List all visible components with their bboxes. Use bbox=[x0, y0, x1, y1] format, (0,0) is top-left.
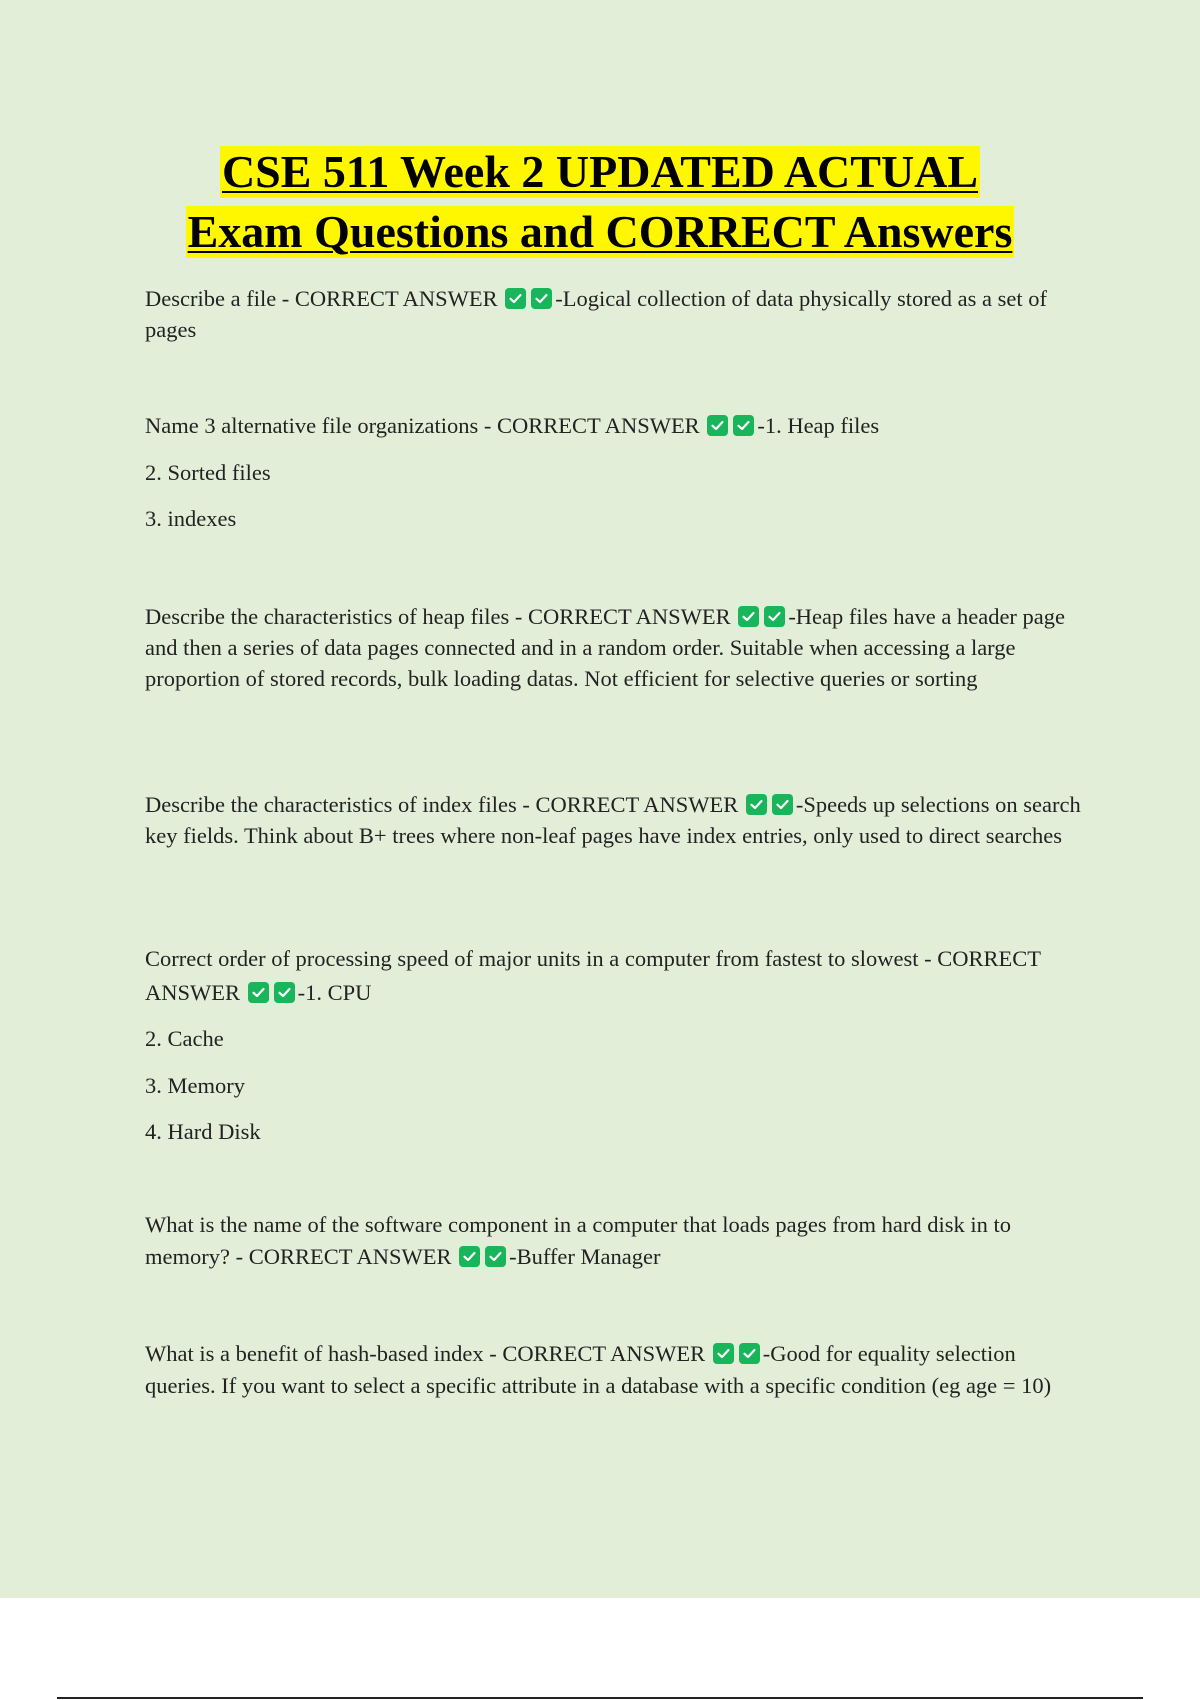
check-box-icon bbox=[248, 982, 269, 1003]
check-box-icon bbox=[772, 794, 793, 815]
answer-text: -Buffer Manager bbox=[509, 1244, 661, 1269]
qa-item-5 bbox=[145, 942, 1090, 1010]
qa-item-3 bbox=[145, 601, 1090, 694]
document-title bbox=[0, 142, 1200, 262]
check-box-icon bbox=[505, 288, 526, 309]
check-box-icon bbox=[733, 415, 754, 436]
qa-item-1 bbox=[145, 283, 1090, 345]
qa-item-6 bbox=[145, 1209, 1090, 1273]
check-box-icon bbox=[274, 982, 295, 1003]
question-text: Describe the characteristics of index files - CORRECT ANSWER bbox=[145, 792, 739, 817]
answer-text: -1. Heap files bbox=[757, 413, 880, 438]
answer-text: -1. CPU bbox=[297, 980, 372, 1005]
check-box-icon bbox=[713, 1343, 734, 1364]
answer-text: -Good for equality selection queries. If you want to select a specific attribute in a database with a specific condition (eg age = 10) bbox=[145, 1341, 1052, 1398]
check-box-icon bbox=[707, 415, 728, 436]
question-text: Describe a file - CORRECT ANSWER bbox=[145, 286, 498, 311]
check-box-icon bbox=[459, 1246, 480, 1267]
footer-rule bbox=[57, 1697, 1143, 1699]
check-box-icon bbox=[531, 288, 552, 309]
check-box-icon bbox=[739, 1343, 760, 1364]
qa-item-2 bbox=[145, 410, 1090, 441]
title-line-1: CSE 511 Week 2 UPDATED ACTUAL bbox=[221, 146, 979, 197]
question-text: Correct order of processing speed of major units in a computer from fastest to slowest - CORRECT ANSWER bbox=[145, 946, 1041, 1005]
answer-text: -Speeds up selections on search key fields. Think about B+ trees where non-leaf pages have index entries, only used to direct searches bbox=[145, 792, 1081, 848]
list-item: 3. indexes bbox=[145, 506, 237, 531]
answer-text: -Heap files have a header page and then a series of data pages connected and in a random order. Suitable when accessing a large proportion of stored records, bulk loading datas. Not efficient for selective queries or sorting bbox=[145, 604, 1066, 691]
title-line-2: Exam Questions and CORRECT Answers bbox=[187, 206, 1013, 257]
qa-item-4 bbox=[145, 789, 1090, 851]
question-text: What is a benefit of hash-based index - CORRECT ANSWER bbox=[145, 1341, 706, 1366]
question-text: Describe the characteristics of heap files - CORRECT ANSWER bbox=[145, 604, 731, 629]
check-box-icon bbox=[746, 794, 767, 815]
answer-text: -Logical collection of data physically stored as a set of pages bbox=[145, 286, 1048, 342]
list-item: 2. Sorted files bbox=[145, 460, 271, 485]
list-item: 2. Cache bbox=[145, 1026, 224, 1051]
list-item: 3. Memory bbox=[145, 1073, 245, 1098]
question-text: What is the name of the software component in a computer that loads pages from hard disk in to memory? - CORRECT ANSWER bbox=[145, 1212, 1012, 1269]
qa-item-7 bbox=[145, 1338, 1090, 1402]
check-box-icon bbox=[764, 606, 785, 627]
question-text: Name 3 alternative file organizations - CORRECT ANSWER bbox=[145, 413, 700, 438]
check-box-icon bbox=[738, 606, 759, 627]
list-item: 4. Hard Disk bbox=[145, 1119, 261, 1144]
check-box-icon bbox=[485, 1246, 506, 1267]
